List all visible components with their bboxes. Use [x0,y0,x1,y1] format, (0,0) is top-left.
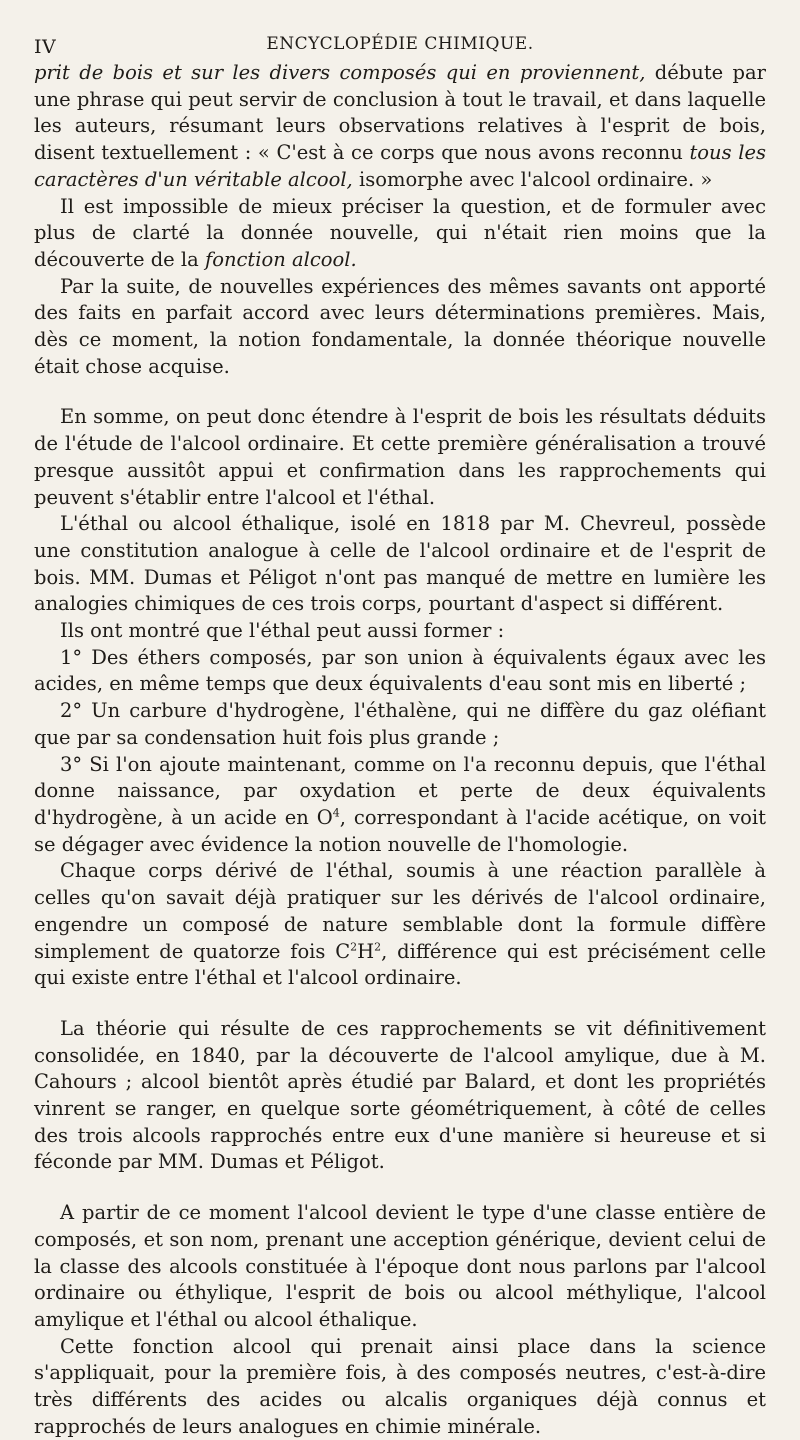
paragraph [34,858,766,992]
paragraph [34,511,766,618]
text-run: , différence qui est précisément celle qui existe entre l'éthal et l'alcool ordinaire. [34,939,766,990]
text-run: débute par une phrase qui peut servir de conclusion à tout le travail, et dans laquelle les auteurs, résumant leurs observations relatives à l'esprit de bois, disent textuellement : « C'est à ce corps que nous avons reconnu [34,61,766,165]
paragraph [34,698,766,751]
text-run: Il est impossible de mieux préciser la question, et de formuler avec plus de clarté la donnée nouvelle, qui n'était rien moins que la découverte de la [34,194,766,271]
paragraph [34,194,766,274]
paragraph [34,1200,766,1334]
text-run: La théorie qui résulte de ces rapprochements se vit définitivement consolidée, en 1840, par la découverte de l'alcool amylique, due à M. Cahours ; alcool bientôt après étudié par Balard, et dont les propriétés vinrent se ranger, en quelque sorte géométriquement, à côté de celles des trois alcools rapprochés entre eux d'une manière si heureuse et si féconde par MM. Dumas et Péligot. [34,1016,766,1174]
text-run: Par la suite, de nouvelles expériences des mêmes savants ont apporté des faits en parfait accord avec leurs déterminations premières. Mais, dès ce moment, la notion fondamentale, la donnée théorique nouvelle était chose acquise. [34,274,766,378]
running-title: ENCYCLOPÉDIE CHIMIQUE. [266,34,534,54]
paragraph [34,274,766,381]
superscript: 2 [350,940,358,953]
text-run: 3° Si l'on ajoute maintenant, comme on l'a reconnu depuis, que l'éthal donne naissance, par oxydation et perte de deux équivalents d'hydrogène, à un acide en O [34,752,766,829]
text-run: A partir de ce moment l'alcool devient le type d'une classe entière de composés, et son nom, prenant une acception générique, devient celui de la classe des alcools constituée à l'époque dont nous parlons par l'alcool ordinaire ou éthylique, l'esprit de bois ou alcool méthylique, l'alcool amylique et l'éthal ou alcool éthalique. [34,1201,766,1331]
paragraph [34,1016,766,1176]
text-run: 2° Un carbure d'hydrogène, l'éthalène, qui ne diffère du gaz oléfiant que par sa condensation huit fois plus grande ; [34,699,766,749]
text-run: Ils ont montré que l'éthal peut aussi former : [60,619,505,643]
italic-text: prit de bois et sur les divers composés qui en proviennent, [34,61,646,84]
paragraph [34,752,766,859]
body-text [34,60,766,1440]
superscript: 4 [332,806,340,820]
paragraph [34,60,766,194]
paragraph [34,618,766,645]
text-run: , correspondant à l'acide acétique, on voit se dégager avec évidence la notion nouvelle de l'homologie. [34,805,766,856]
page-header [34,28,766,60]
paragraph [34,645,766,698]
text-run: Chaque corps dérivé de l'éthal, soumis à une réaction parallèle à celles qu'on savait déjà pratiquer sur les dérivés de l'alcool ordinaire, engendre un composé de nature semblable dont la formule diffère simplement de quatorze fois C [34,859,766,963]
text-run: H [357,939,375,963]
italic-text: fonction alcool. [204,247,357,271]
text-run: En somme, on peut donc étendre à l'esprit de bois les résultats déduits de l'étude de l'alcool ordinaire. Et cette première généralisation a trouvé presque aussitôt appui et confirmation dans les rapprochements qui peuvent s'établir entre l'alcool et l'éthal. [34,405,766,509]
text-run: L'éthal ou alcool éthalique, isolé en 1818 par M. Chevreul, possède une constitution analogue à celle de l'alcool ordinaire et de l'esprit de bois. MM. Dumas et Péligot n'ont pas manqué de mettre en lumière les analogies chimiques de ces trois corps, pourtant d'aspect si différent. [34,512,766,616]
paragraph [34,1334,766,1440]
text-run: isomorphe avec l'alcool ordinaire. » [352,167,713,191]
page-number: IV [34,36,57,58]
paragraph [34,404,766,511]
italic-text: tous les caractères d'un véritable alcool, [34,141,767,191]
text-run: 1° Des éthers composés, par son union à équivalents égaux avec les acides, en même temps que deux équivalents d'eau sont mis en liberté ; [34,645,766,696]
superscript: 2 [374,940,382,953]
text-run: Cette fonction alcool qui prenait ainsi place dans la science s'appliquait, pour la première fois, à des composés neutres, c'est-à-dire très différents des acides ou alcalis organiques déjà connus et rapprochés de leurs analogues en chimie minérale. [34,1334,766,1438]
